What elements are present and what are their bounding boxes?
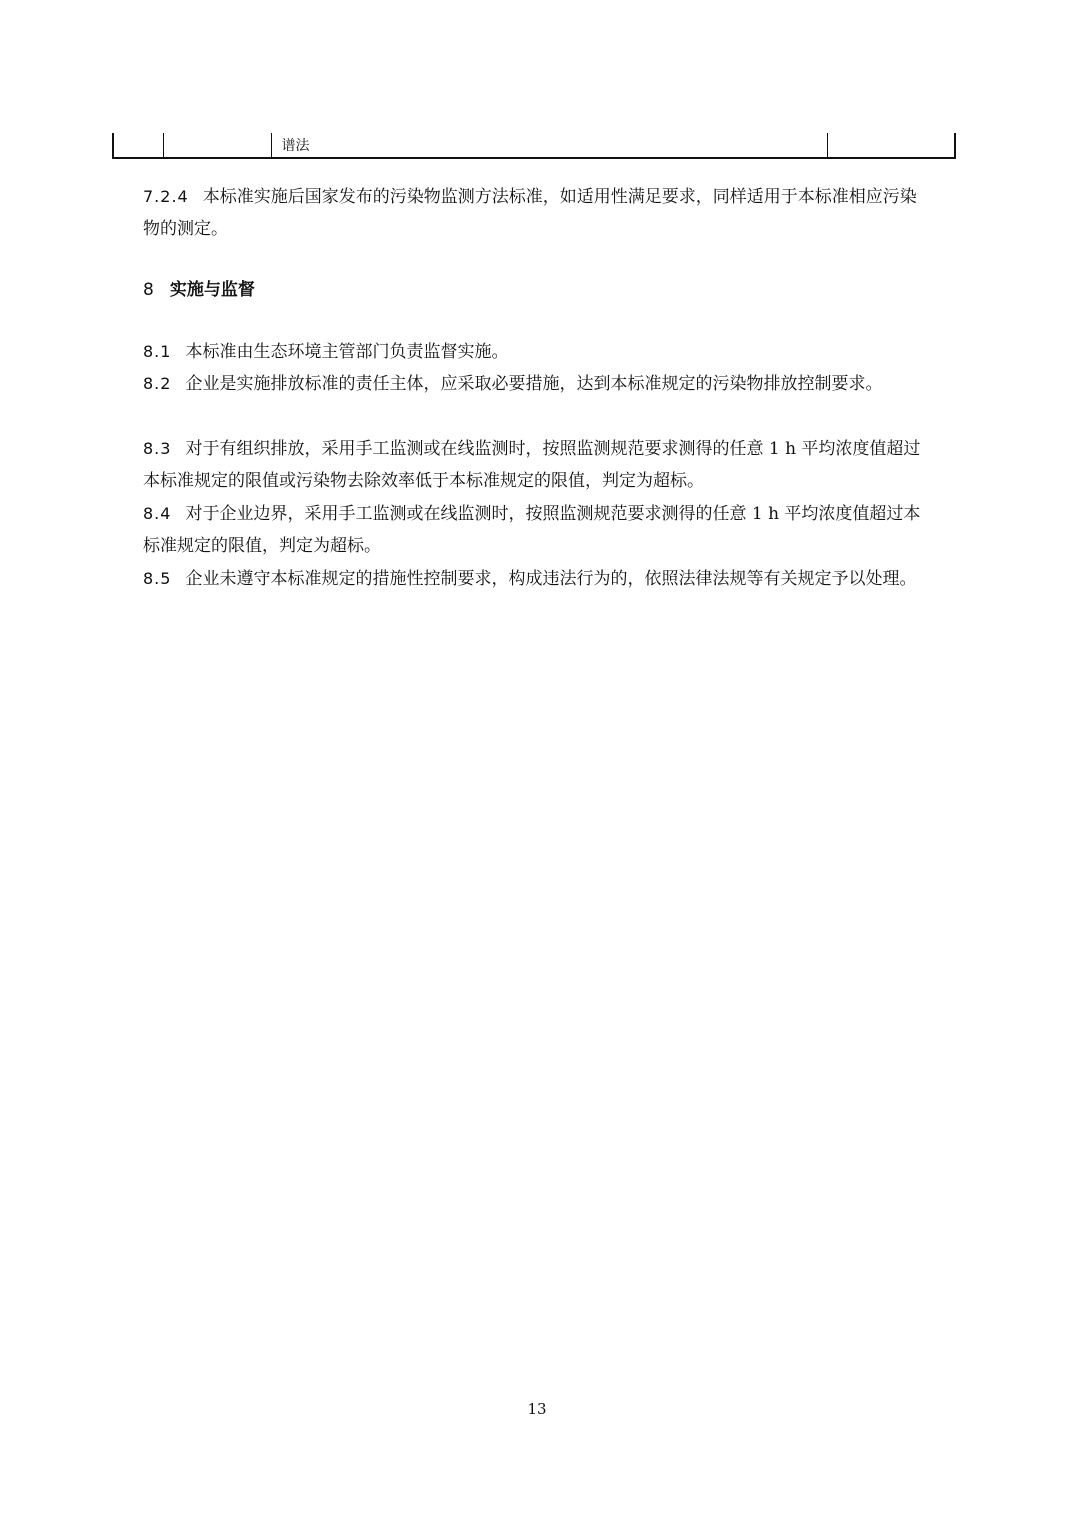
clause-8-4 [143, 498, 933, 562]
page-number: 13 [527, 1400, 547, 1418]
clause-text: 本标准实施后国家发布的污染物监测方法标准，如适用性满足要求，同样适用于本标准相应污染物的测定。 [143, 187, 917, 239]
clause-text: 本标准由生态环境主管部门负责监督实施。 [185, 342, 509, 362]
clause-number: 8.2 [143, 374, 172, 393]
clause-text: 对于有组织排放，采用手工监测或在线监测时，按照监测规范要求测得的任意 1 h 平均浓度值超过本标准规定的限值或污染物去除效率低于本标准规定的限值，判定为超标。 [143, 439, 921, 491]
clause-number: 8.1 [143, 342, 172, 361]
table-cell-method: 谱法 [271, 133, 827, 158]
clause-8-1 [143, 336, 933, 368]
clause-8-2 [143, 368, 933, 400]
section-number: 8 [143, 280, 154, 300]
clause-number: 7.2.4 [143, 187, 189, 206]
clause-8-3 [143, 433, 933, 497]
clause-number: 8.5 [143, 569, 172, 588]
table-cell [827, 133, 955, 158]
clause-number: 8.3 [143, 439, 172, 458]
clause-text: 企业未遵守本标准规定的措施性控制要求，构成违法行为的，依照法律法规等有关规定予以处理。 [185, 569, 917, 589]
clause-text: 企业是实施排放标准的责任主体，应采取必要措施，达到本标准规定的污染物排放控制要求。 [185, 374, 883, 394]
section-title: 实施与监督 [169, 280, 255, 300]
clause-text: 对于企业边界，采用手工监测或在线监测时，按照监测规范要求测得的任意 1 h 平均浓度值超过本标准规定的限值，判定为超标。 [143, 504, 921, 556]
clause-7-2-4 [143, 181, 933, 245]
table-fragment [112, 133, 956, 159]
clause-number: 8.4 [143, 504, 172, 523]
table-row [113, 133, 955, 158]
clause-8-5 [143, 563, 933, 595]
section-heading [143, 275, 255, 300]
table-cell [113, 133, 163, 158]
table-cell [163, 133, 271, 158]
